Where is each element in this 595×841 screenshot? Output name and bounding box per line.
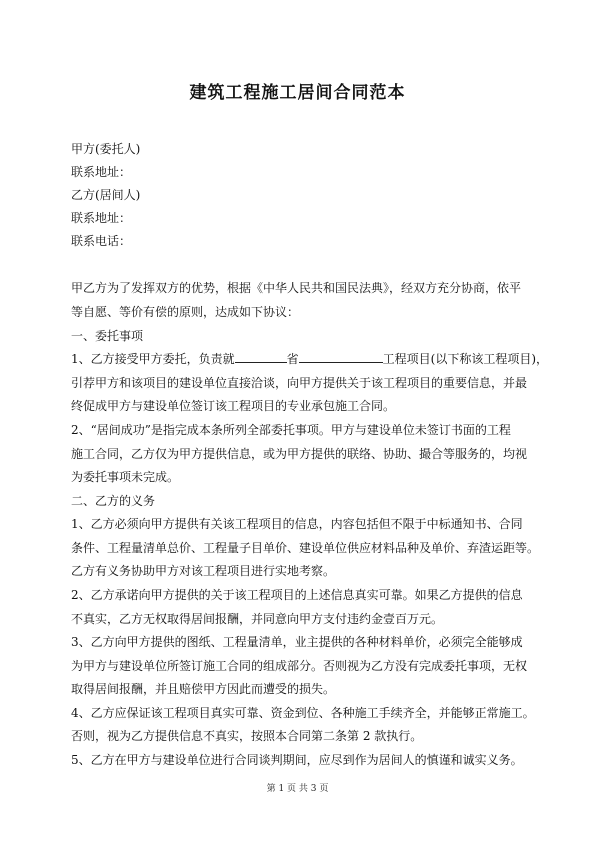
clause-line: 否则，视为乙方提供信息不真实，按照本合同第二条第 2 款执行。 bbox=[71, 729, 423, 743]
document-title: 建筑工程施工居间合同范本 bbox=[189, 83, 406, 103]
clause-text: 工程项目(以下称该工程项目)， bbox=[382, 352, 549, 366]
page-number-footer: 第 1 页 共 3 页 bbox=[266, 784, 329, 794]
clause-line: 终促成甲方与建设单位签订该工程项目的专业承包施工合同。 bbox=[71, 399, 396, 413]
province-blank bbox=[235, 351, 287, 363]
clause-line: 取得居间报酬，并且赔偿甲方因此而遭受的损失。 bbox=[71, 682, 336, 696]
clause-line: 为委托事项未完成。 bbox=[71, 470, 180, 484]
clause-line: 2、“居间成功”是指完成本条所列全部委托事项。甲方与建设单位未签订书面的工程 bbox=[71, 423, 511, 437]
clause-line: 1、乙方必须向甲方提供有关该工程项目的信息，内容包括但不限于中标通知书、合同 bbox=[71, 517, 523, 531]
section-heading-obligations: 二、乙方的义务 bbox=[71, 494, 156, 508]
clause-line: 5、乙方在甲方与建设单位进行合同谈判期间，应尽到作为居间人的慎谨和诚实义务。 bbox=[71, 753, 523, 767]
clause-line: 为甲方与建设单位所签订施工合同的组成部分。否则视为乙方没有完成委托事项，无权 bbox=[71, 659, 528, 673]
clause-1-1-first-line bbox=[71, 351, 549, 367]
intro-line: 甲乙方为了发挥双方的优势，根据《中华人民共和国民法典》，经双方充分协商，依平 bbox=[71, 281, 522, 295]
clause-line: 条件、工程量清单总价、工程量子目单价、建设单位供应材料品种及单价、弃渣运距等。 bbox=[71, 541, 540, 555]
clause-line: 施工合同，乙方仅为甲方提供信息，或为甲方提供的联络、协助、撮合等服务的，均视 bbox=[71, 447, 528, 461]
party-a-label: 甲方(委托人) bbox=[71, 142, 141, 156]
party-a-address-label: 联系地址： bbox=[71, 165, 132, 179]
clause-line: 3、乙方向甲方提供的图纸、工程量清单，业主提供的各种材料单价，必须完全能够成 bbox=[71, 635, 523, 649]
party-b-address-label: 联系地址： bbox=[71, 211, 132, 225]
intro-line: 等自愿、等价有偿的原则，达成如下协议： bbox=[71, 305, 300, 319]
party-b-label: 乙方(居间人) bbox=[71, 188, 141, 202]
party-b-phone-label: 联系电话： bbox=[71, 234, 132, 248]
clause-line: 不真实，乙方无权取得居间报酬，并同意向甲方支付违约金壹百万元。 bbox=[71, 612, 444, 626]
clause-line: 4、乙方应保证该工程项目真实可靠、资金到位、各种施工手续齐全，并能够正常施工。 bbox=[71, 706, 535, 720]
clause-text: 1、乙方接受甲方委托，负责就 bbox=[71, 352, 235, 366]
section-heading-commission: 一、委托事项 bbox=[71, 329, 144, 343]
clause-line: 引荐甲方和该项目的建设单位直接洽谈，向甲方提供关于该工程项目的重要信息，并最 bbox=[71, 376, 528, 390]
clause-line: 2、乙方承诺向甲方提供的关于该工程项目的上述信息真实可靠。如果乙方提供的信息 bbox=[71, 588, 523, 602]
project-blank bbox=[299, 351, 383, 363]
clause-text: 省 bbox=[286, 352, 299, 366]
clause-line: 乙方有义务协助甲方对该工程项目进行实地考察。 bbox=[71, 564, 336, 578]
